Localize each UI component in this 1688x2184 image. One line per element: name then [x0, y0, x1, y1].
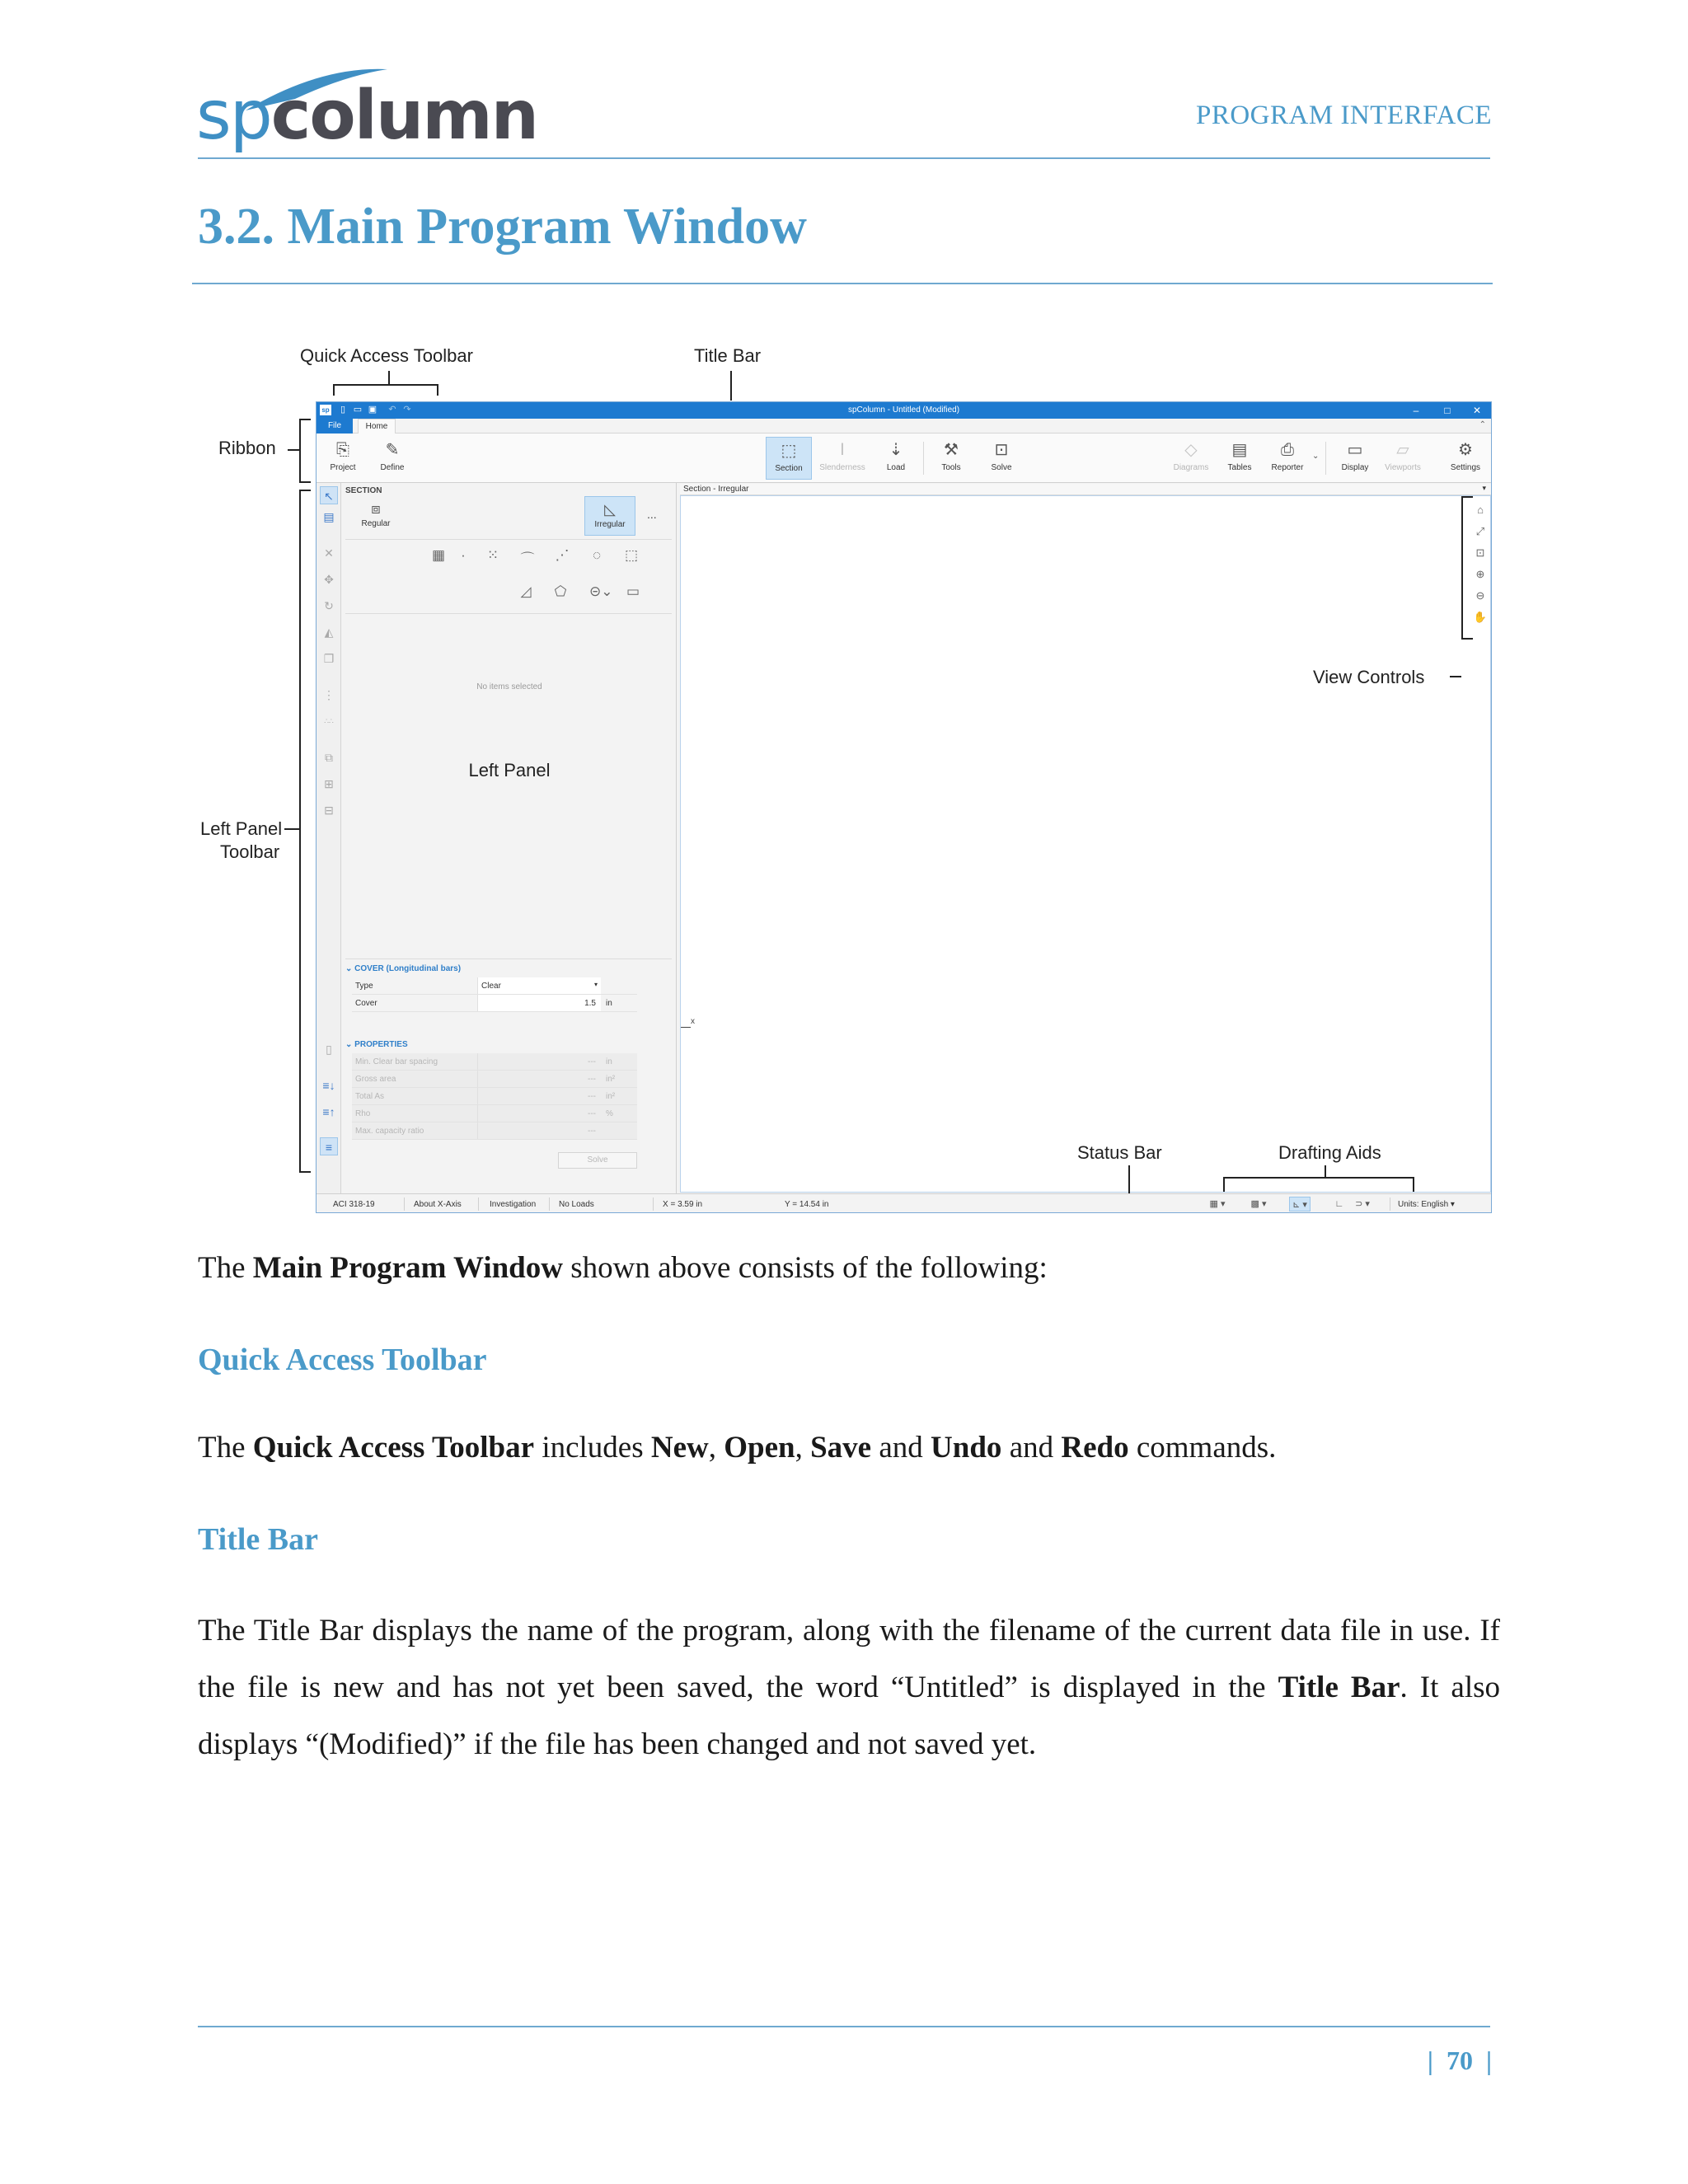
- page-title: 3.2. Main Program Window: [198, 199, 807, 255]
- solve-button[interactable]: Solve: [558, 1152, 637, 1169]
- ribbon-bracket-bottom: [299, 481, 311, 483]
- qat-bracket-right: [437, 384, 438, 396]
- view-controls-bracket: [1461, 496, 1463, 640]
- arc-points-icon[interactable]: ⌒: [520, 551, 535, 567]
- no-items-message: No items selected: [476, 682, 542, 691]
- solve-icon: ⊡: [994, 441, 1009, 459]
- ribbon-bracket: [299, 419, 301, 483]
- tab-home[interactable]: Home: [358, 419, 396, 434]
- define-button[interactable]: ✎ Define: [380, 441, 405, 472]
- annotation-left-panel-toolbar-line2: Toolbar: [220, 841, 280, 862]
- main-program-window: [316, 401, 1492, 1213]
- annotation-quick-access-toolbar: Quick Access Toolbar: [300, 345, 473, 366]
- collapse-ribbon-icon[interactable]: ⌃: [1479, 420, 1486, 429]
- point-icon[interactable]: ·: [461, 547, 466, 563]
- status-separator: [653, 1197, 654, 1211]
- irregular-button[interactable]: ◺ Irregular: [584, 496, 635, 536]
- panel-divider: [345, 539, 672, 540]
- section-icon: ⬚: [781, 442, 797, 460]
- dropdown-arrow-icon: ▾: [1450, 1200, 1455, 1209]
- align-icon[interactable]: ⋮: [323, 688, 335, 701]
- gear-icon: ⚙: [1458, 441, 1473, 459]
- cover-type-select[interactable]: Clear ▾: [477, 977, 601, 994]
- status-mode[interactable]: Investigation: [490, 1200, 537, 1209]
- status-axis[interactable]: About X-Axis: [414, 1200, 462, 1209]
- status-separator: [478, 1197, 479, 1211]
- title-bar-leader-line: [730, 371, 732, 401]
- display-icon: ▭: [1347, 441, 1363, 459]
- annotation-status-bar: Status Bar: [1077, 1142, 1162, 1163]
- section-label: PROGRAM INTERFACE: [1195, 101, 1492, 130]
- header-rule: [198, 157, 1490, 159]
- regular-button[interactable]: ⧈ Regular: [361, 500, 391, 528]
- polygon-icon[interactable]: ◿: [520, 583, 532, 599]
- minimize-icon[interactable]: –: [1413, 405, 1419, 416]
- viewports-icon: ▱: [1396, 441, 1409, 459]
- qat-bracket: [333, 384, 438, 386]
- load-icon: ⇣: [889, 441, 903, 459]
- sort-ascending-icon[interactable]: ≡↑: [322, 1105, 335, 1118]
- select-pointer-icon[interactable]: ↖: [320, 486, 338, 504]
- ribbon-bracket-top: [299, 419, 311, 420]
- viewports-button[interactable]: ▱ Viewports: [1385, 441, 1421, 472]
- status-separator: [404, 1197, 405, 1211]
- reporter-dropdown-icon[interactable]: ⌄: [1312, 452, 1320, 461]
- circle-points-icon[interactable]: ◌: [592, 547, 602, 563]
- section-header: SECTION: [345, 486, 382, 495]
- annotation-left-panel-toolbar-line1: Left Panel: [200, 818, 283, 839]
- maximize-icon[interactable]: □: [1444, 405, 1451, 416]
- panel-divider: [345, 613, 672, 614]
- project-icon: ⎘: [336, 441, 349, 459]
- home-view-icon[interactable]: ⌂: [1477, 504, 1484, 516]
- status-design-code[interactable]: ACI 318-19: [333, 1200, 375, 1209]
- sort-descending-icon[interactable]: ≡↓: [322, 1079, 335, 1092]
- undo-icon[interactable]: ↶: [388, 405, 396, 415]
- drafting-aids-bracket-left: [1223, 1177, 1225, 1192]
- grid-icon[interactable]: ▦: [431, 547, 446, 563]
- open-folder-icon[interactable]: ▭: [353, 405, 363, 415]
- view-controls-bracket-top: [1461, 496, 1473, 498]
- zoom-in-icon[interactable]: ⊕: [1475, 568, 1485, 580]
- intro-paragraph: The Main Program Window shown above consists of the following:: [198, 1251, 1048, 1285]
- footer-rule: [198, 2026, 1490, 2027]
- slenderness-button[interactable]: Ⅰ Slenderness: [819, 441, 865, 472]
- left-panel-toolbar-bracket-top: [299, 490, 311, 491]
- view-controls-leader-line: [1450, 676, 1461, 677]
- spcolumn-logo: [196, 59, 538, 155]
- canvas-header: [680, 484, 1491, 495]
- polyline-icon[interactable]: ⬠: [554, 583, 567, 599]
- status-bar: [316, 1193, 1491, 1213]
- point-grid-icon[interactable]: ⁙: [486, 547, 499, 563]
- annotation-left-panel: Left Panel: [468, 760, 551, 780]
- cover-group-header[interactable]: ⌄ COVER (Longitudinal bars): [345, 964, 462, 973]
- cover-row-type: Type Clear ▾: [352, 977, 637, 995]
- close-icon[interactable]: ✕: [1472, 405, 1482, 416]
- drafting-aids-bracket-right: [1413, 1177, 1414, 1192]
- chevron-down-icon: ⌄: [345, 964, 355, 973]
- move-icon[interactable]: ✥: [324, 573, 334, 586]
- display-button[interactable]: ▭ Display: [1341, 441, 1369, 472]
- tables-button[interactable]: ▤ Tables: [1227, 441, 1252, 472]
- copy-icon[interactable]: ❐: [323, 652, 335, 665]
- array-icon[interactable]: ∴∴: [324, 717, 334, 725]
- new-file-icon[interactable]: ▯: [340, 405, 346, 415]
- mirror-icon[interactable]: ◭: [324, 626, 334, 639]
- section-button[interactable]: ⬚ Section: [766, 437, 812, 480]
- annotation-view-controls: View Controls: [1313, 667, 1425, 687]
- line-points-icon[interactable]: ⋰: [555, 547, 570, 563]
- drawing-canvas[interactable]: [680, 495, 1491, 1193]
- regular-section-icon: ⧈: [371, 500, 381, 517]
- annotation-drafting-aids: Drafting Aids: [1278, 1142, 1381, 1163]
- redo-icon[interactable]: ↷: [403, 405, 411, 415]
- qat-paragraph: The Quick Access Toolbar includes New, Open, Save and Undo and Redo commands.: [198, 1431, 1277, 1465]
- logo-sp: sp: [196, 77, 271, 155]
- qat-leader-line: [388, 371, 390, 384]
- pan-hand-icon[interactable]: ✋: [1473, 611, 1488, 623]
- group-icon[interactable]: ⧉: [325, 751, 333, 764]
- ribbon-tabs: [316, 419, 1491, 434]
- annotation-ribbon: Ribbon: [218, 438, 276, 458]
- diagrams-icon: ◇: [1184, 441, 1198, 459]
- delete-icon[interactable]: ✕: [324, 546, 334, 560]
- section-view-icon[interactable]: ▤: [323, 510, 335, 523]
- rectangle-icon[interactable]: ▭: [626, 583, 640, 599]
- ungroup-icon[interactable]: ⊞: [324, 777, 334, 790]
- page-number: | 70 |: [1427, 2046, 1492, 2075]
- property-row: Total As --- in²: [352, 1088, 637, 1105]
- property-row: Rho --- %: [352, 1105, 637, 1122]
- property-row: Gross area --- in²: [352, 1071, 637, 1088]
- grid-toggle-icon[interactable]: ▦ ▾: [1209, 1199, 1226, 1209]
- cover-value-input[interactable]: 1.5: [477, 995, 601, 1011]
- status-loads[interactable]: No Loads: [559, 1200, 594, 1209]
- offset-icon[interactable]: ⊟: [324, 804, 334, 817]
- title-rule: [192, 283, 1493, 284]
- snap-point-icon[interactable]: ⊾ ▾: [1289, 1197, 1311, 1212]
- ribbon-separator: [1325, 442, 1326, 475]
- left-panel-toolbar: [316, 483, 341, 1213]
- diagrams-button[interactable]: ◇ Diagrams: [1173, 441, 1209, 472]
- cover-row-cover: Cover 1.5 in: [352, 995, 637, 1012]
- solve-ribbon-button[interactable]: ⊡ Solve: [991, 441, 1012, 472]
- report-icon[interactable]: ▯: [326, 1043, 332, 1056]
- status-y-coordinate: Y = 14.54 in: [785, 1200, 829, 1209]
- left-panel-toolbar-leader-line: [284, 828, 299, 830]
- slenderness-icon: Ⅰ: [840, 441, 845, 459]
- tables-icon: ▤: [1231, 441, 1248, 459]
- zoom-window-icon[interactable]: ⊡: [1475, 546, 1485, 559]
- zoom-extents-icon[interactable]: ⤢: [1475, 525, 1485, 537]
- title-bar-paragraph: The Title Bar displays the name of the program, along with the filename of the current data file in use. If the file is new and has not yet been saved, the word “Untitled” is displayed in the Title Bar. It also displays “(Modified)” if the file has been changed and not saved yet.: [198, 1614, 1500, 1761]
- tools-icon: ⚒: [944, 441, 959, 459]
- x-axis-marker: [681, 1027, 691, 1028]
- reporter-button[interactable]: ⎙ Reporter: [1271, 441, 1304, 472]
- define-icon: ✎: [385, 441, 400, 459]
- snap-grid-icon[interactable]: ▩ ▾: [1250, 1199, 1267, 1209]
- status-separator: [549, 1197, 550, 1211]
- canvas-menu-dropdown-icon[interactable]: ▾: [1482, 484, 1486, 492]
- view-controls-bracket-bottom: [1461, 638, 1473, 640]
- rotate-icon[interactable]: ↻: [324, 599, 334, 612]
- settings-button[interactable]: ⚙ Settings: [1450, 441, 1481, 472]
- logo-column: column: [270, 77, 538, 155]
- left-panel: [342, 483, 677, 1193]
- heading-quick-access-toolbar: Quick Access Toolbar: [198, 1343, 487, 1377]
- ortho-icon[interactable]: ∟: [1334, 1199, 1344, 1209]
- irregular-section-icon: ◺: [604, 501, 616, 518]
- drafting-aids-bracket: [1223, 1177, 1414, 1179]
- dropdown-arrow-icon: ▾: [593, 981, 598, 988]
- properties-group-header[interactable]: ⌄ PROPERTIES: [345, 1040, 408, 1049]
- magnet-snap-icon[interactable]: ⊃ ▾: [1355, 1199, 1370, 1209]
- drafting-aids-leader-line: [1325, 1165, 1326, 1177]
- more-options-button[interactable]: ...: [647, 508, 657, 521]
- units-selector[interactable]: Units: English ▾: [1398, 1200, 1455, 1209]
- save-icon[interactable]: ▣: [368, 405, 377, 415]
- canvas-title: Section - Irregular: [683, 485, 749, 494]
- left-panel-toolbar-bracket: [299, 490, 301, 1173]
- status-bar-leader-line: [1128, 1165, 1130, 1193]
- tab-file[interactable]: File: [316, 419, 353, 434]
- left-panel-toolbar-bracket-bottom: [299, 1171, 311, 1173]
- annotation-title-bar: Title Bar: [694, 345, 762, 366]
- heading-title-bar: Title Bar: [198, 1522, 319, 1557]
- load-button[interactable]: ⇣ Load: [886, 441, 906, 472]
- ribbon: [316, 434, 1491, 483]
- title-bar: [316, 402, 1491, 419]
- app-icon: sp: [320, 405, 331, 415]
- rectangle-points-icon[interactable]: ⬚: [624, 547, 639, 563]
- property-row: Min. Clear bar spacing --- in: [352, 1053, 637, 1071]
- chevron-down-icon: ⌄: [345, 1040, 355, 1049]
- printer-icon: ⎙: [1281, 441, 1294, 459]
- status-x-coordinate: X = 3.59 in: [663, 1200, 703, 1209]
- axis-origin-icon: x: [691, 1017, 695, 1026]
- zoom-out-icon[interactable]: ⊖: [1475, 589, 1485, 602]
- qat-bracket-left: [333, 384, 335, 396]
- ribbon-leader-line: [288, 449, 299, 451]
- project-button[interactable]: ⎘ Project: [330, 441, 356, 472]
- ribbon-separator: [923, 442, 924, 475]
- tools-button[interactable]: ⚒ Tools: [941, 441, 961, 472]
- window-title: spColumn - Untitled (Modified): [847, 405, 960, 415]
- panel-divider: [345, 958, 672, 959]
- property-row: Max. capacity ratio ---: [352, 1122, 637, 1140]
- properties-list-icon[interactable]: ≡: [320, 1137, 338, 1155]
- circle-dropdown-icon[interactable]: ⊝⌄: [589, 583, 613, 599]
